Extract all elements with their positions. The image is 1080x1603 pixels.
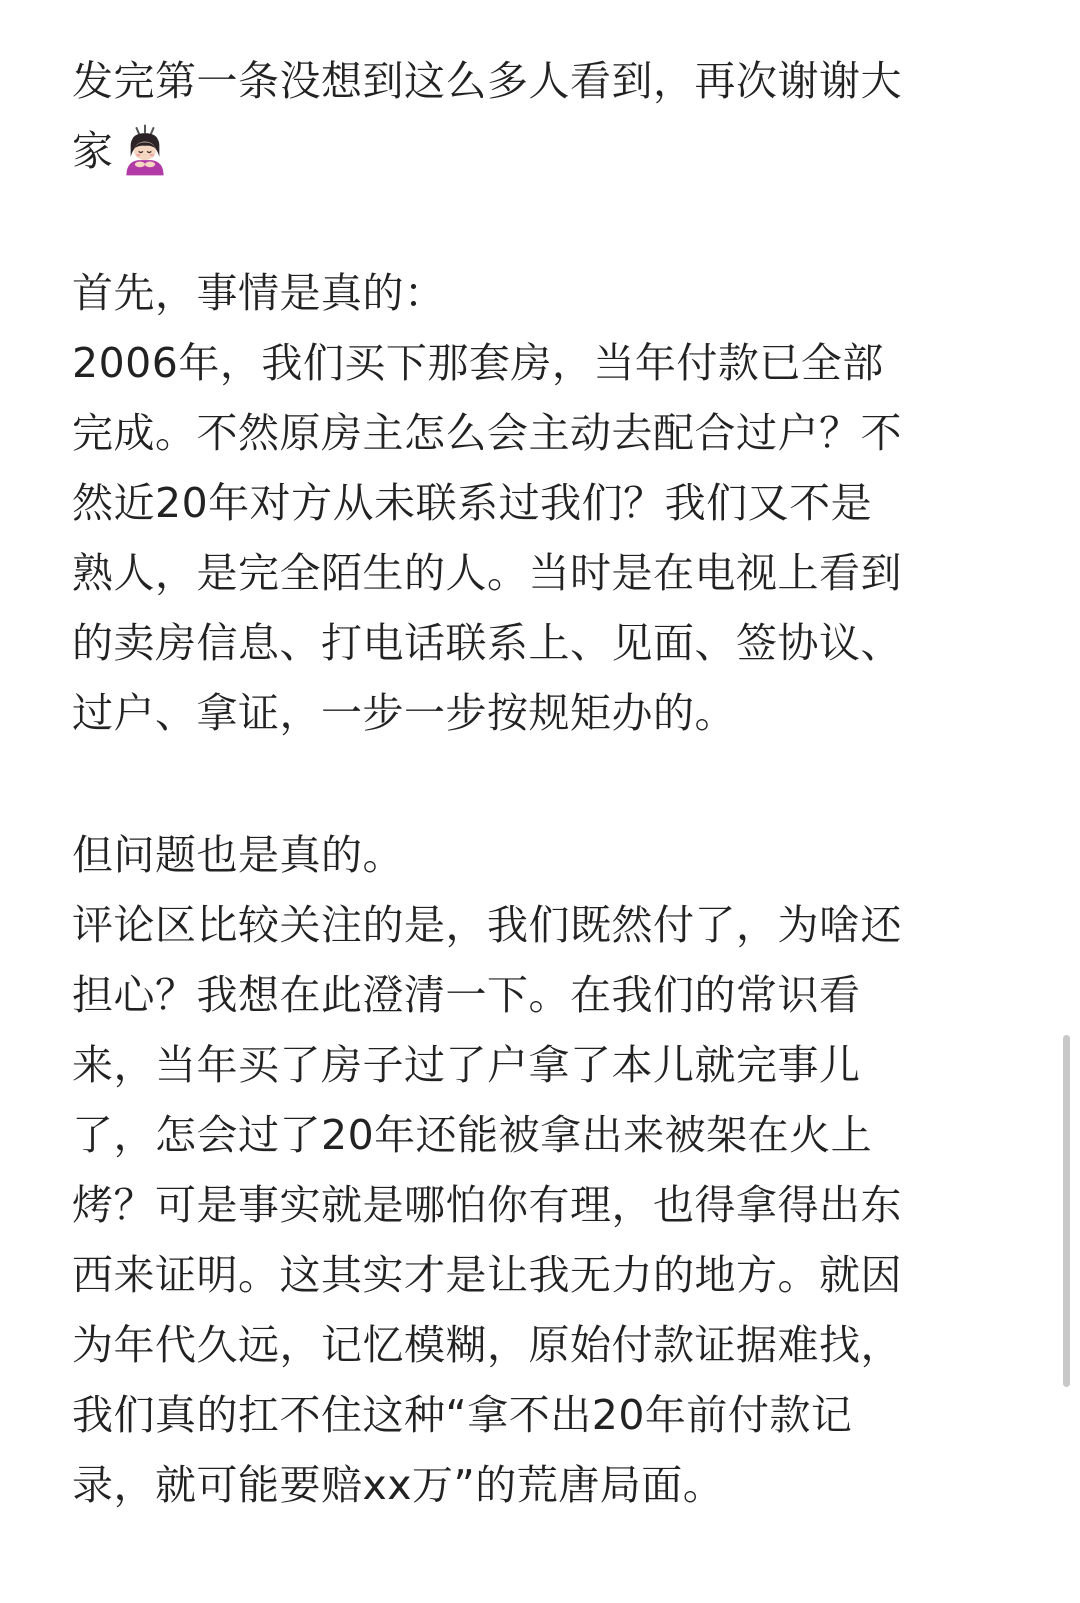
text-line: 熟人，是完全陌生的人。当时是在电视上看到 (72, 549, 902, 597)
text-line: 然近20年对方从未联系过我们？我们又不是 (72, 479, 873, 527)
text-line: 但问题也是真的。 (72, 831, 404, 879)
text-line: 首先，事情是真的： (72, 269, 446, 317)
text-line: 家 (72, 127, 114, 175)
paragraph-truth (72, 258, 992, 748)
text-line: 我们真的扛不住这种“拿不出20年前付款记 (72, 1391, 853, 1439)
text-line: 西来证明。这其实才是让我无力的地方。就因 (72, 1251, 902, 1299)
text-line: 了，怎会过了20年还能被拿出来被架在火上 (72, 1111, 873, 1159)
text-line: 烤？可是事实就是哪怕你有理，也得拿得出东 (72, 1181, 902, 1229)
text-line: 录，就可能要赔xx万”的荒唐局面。 (72, 1461, 725, 1509)
text-line: 担心？我想在此澄清一下。在我们的常识看 (72, 971, 861, 1019)
text-line: 过户、拿证，一步一步按规矩办的。 (72, 689, 736, 737)
text-line: 来，当年买了房子过了户拿了本儿就完事儿 (72, 1041, 861, 1089)
text-line: 发完第一条没想到这么多人看到，再次谢谢大 (72, 57, 902, 105)
paragraph-spacer (72, 748, 992, 820)
paragraph-problem (72, 820, 992, 1520)
paragraph-spacer (72, 186, 992, 258)
paragraph-thanks (72, 46, 992, 186)
text-line: 2006年，我们买下那套房，当年付款已全部 (72, 339, 884, 387)
bowing-woman-icon (118, 123, 172, 177)
text-line: 完成。不然原房主怎么会主动去配合过户？不 (72, 409, 902, 457)
text-line: 的卖房信息、打电话联系上、见面、签协议、 (72, 619, 902, 667)
text-line: 评论区比较关注的是，我们既然付了，为啥还 (72, 901, 902, 949)
post-body (72, 46, 992, 1520)
vertical-scrollbar[interactable] (1063, 1035, 1070, 1387)
text-line-with-emoji (72, 116, 992, 186)
text-line: 为年代久远，记忆模糊，原始付款证据难找， (72, 1321, 902, 1369)
